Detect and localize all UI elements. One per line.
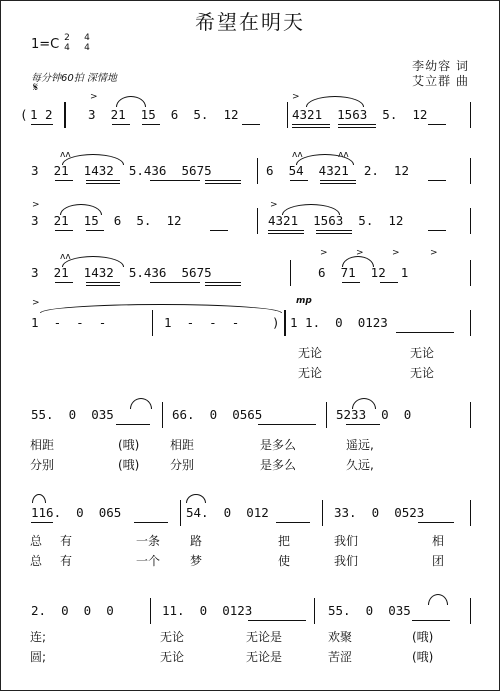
accent: > — [392, 248, 400, 258]
barline — [150, 598, 151, 624]
tempo-marking: 每分钟60拍 深情地 — [31, 73, 117, 84]
key-text: 1=C — [31, 37, 60, 52]
measure-8-3: 55. 0 035 — [328, 603, 411, 618]
lyric: 一条 — [136, 534, 161, 548]
song-title: 希望在明天 — [195, 10, 305, 34]
lyric: 我们 — [334, 534, 359, 548]
underline — [31, 124, 53, 125]
underline — [116, 424, 150, 425]
barline — [257, 208, 258, 234]
lyric: 团 — [432, 554, 445, 568]
measure-1-3: 4321 1563 5. 12 — [292, 107, 428, 122]
underline — [276, 522, 310, 523]
measure-6-3: 5233 0 0 — [336, 407, 412, 422]
barline — [470, 260, 471, 286]
lyric: 遥远, — [346, 438, 374, 452]
system-6 — [0, 404, 500, 472]
lyric: 无论 — [298, 366, 323, 380]
accent: > — [430, 248, 438, 258]
barline — [152, 310, 153, 336]
underline — [268, 230, 304, 231]
barline — [290, 260, 291, 286]
measure-1-1: 1 2 — [30, 107, 53, 122]
accent: > — [356, 248, 364, 258]
accent: > — [320, 248, 328, 258]
measure-4-2: 6 71 12 1 — [318, 265, 409, 280]
system-3 — [0, 200, 500, 258]
underline — [86, 285, 120, 286]
lyric: 久远, — [346, 458, 374, 472]
barline — [470, 102, 471, 128]
underline — [210, 230, 228, 231]
segno-icon: 𝄋 — [33, 80, 39, 94]
trill-mark: ʌʌ — [292, 150, 303, 160]
lyric: 是多么 — [260, 438, 297, 452]
system-1 — [0, 92, 500, 148]
underline — [55, 180, 73, 181]
lyric: 我们 — [334, 554, 359, 568]
system-7 — [0, 502, 500, 568]
lyric: 使 — [278, 554, 291, 568]
barline — [162, 402, 163, 428]
lyric: 无论 — [160, 650, 185, 664]
accent: > — [270, 200, 278, 210]
underline — [112, 124, 130, 125]
system-8 — [0, 600, 500, 664]
underline — [55, 282, 73, 283]
lyric: 无论 — [410, 346, 435, 360]
lyric: 梦 — [190, 554, 203, 568]
underline — [396, 332, 454, 333]
lyric: 一个 — [136, 554, 161, 568]
underline — [290, 180, 308, 181]
lyric: 有 — [60, 534, 73, 548]
measure-7-2: 54. 0 012 — [186, 505, 269, 520]
lyric: (哦) — [412, 650, 434, 664]
underline — [150, 282, 200, 283]
composer-credit: 艾立群 曲 — [412, 74, 469, 88]
lyricist-credit: 李幼容 词 — [412, 59, 469, 73]
lyric: 分别 — [170, 458, 195, 472]
barline — [64, 102, 66, 128]
underline — [316, 230, 352, 231]
lyric: 相距 — [30, 438, 55, 452]
lyric: 无论 — [410, 366, 435, 380]
measure-7-1: 116. 0 065 — [31, 505, 122, 520]
barline — [470, 500, 471, 526]
lyric: 总 — [30, 534, 43, 548]
underline — [428, 180, 446, 181]
underline — [338, 127, 376, 128]
underline — [268, 233, 304, 234]
measure-4-1: 3 21 1432 5.436 5675 — [31, 265, 212, 280]
trill-mark: ʌʌ — [60, 252, 71, 262]
underline — [205, 180, 241, 181]
repeat-open: ( — [20, 107, 28, 122]
underline — [86, 282, 120, 283]
lyric: 圆; — [30, 650, 47, 664]
lyric: 无论是 — [246, 630, 283, 644]
measure-5-1: 1 - - - — [31, 315, 107, 330]
underline — [320, 183, 356, 184]
underline — [428, 124, 446, 125]
lyric: 无论 — [160, 630, 185, 644]
barline — [470, 598, 471, 624]
underline — [86, 230, 104, 231]
underline — [31, 522, 53, 523]
time-signature-a: 2 4 — [64, 33, 70, 53]
lyric: 相距 — [170, 438, 195, 452]
system-4 — [0, 248, 500, 310]
measure-2-1: 3 21 1432 5.436 5675 — [31, 163, 212, 178]
underline — [150, 180, 200, 181]
lyric: 无论 — [298, 346, 323, 360]
underline — [248, 620, 306, 621]
measure-8-2: 11. 0 0123 — [162, 603, 253, 618]
measure-3-1: 3 21 15 6 5. 12 — [31, 213, 182, 228]
barline — [470, 402, 471, 428]
underline — [292, 127, 330, 128]
system-2 — [0, 150, 500, 208]
measure-5-2: 1 - - - — [164, 315, 240, 330]
underline — [205, 183, 241, 184]
lyric: (哦) — [118, 438, 140, 452]
underline — [418, 522, 454, 523]
measure-6-1: 55. 0 035 — [31, 407, 114, 422]
trill-mark: ʌʌ — [60, 150, 71, 160]
lyric: 有 — [60, 554, 73, 568]
underline — [338, 124, 376, 125]
lyric: 连; — [30, 630, 47, 644]
lyric: 欢聚 — [328, 630, 353, 644]
lyric: 分别 — [30, 458, 55, 472]
underline — [86, 183, 120, 184]
underline — [316, 233, 352, 234]
measure-7-3: 33. 0 0523 — [334, 505, 425, 520]
underline — [380, 282, 398, 283]
underline — [320, 180, 356, 181]
lyric: 无论是 — [246, 650, 283, 664]
dynamic-mark: mp — [296, 296, 312, 306]
barline — [322, 500, 323, 526]
barline — [287, 102, 288, 128]
key-signature — [31, 33, 90, 53]
barline — [470, 310, 471, 336]
measure-3-2: 4321 1563 5. 12 — [268, 213, 404, 228]
underline — [428, 230, 446, 231]
measure-1-2: 3 21 15 6 5. 12 — [88, 107, 239, 122]
barline — [314, 598, 315, 624]
lyric: (哦) — [118, 458, 140, 472]
underline — [134, 522, 168, 523]
barline — [257, 158, 258, 184]
lyric: 相 — [432, 534, 445, 548]
barline — [180, 500, 181, 526]
lyric: 苦涩 — [328, 650, 353, 664]
lyric: 总 — [30, 554, 43, 568]
lyric: 是多么 — [260, 458, 297, 472]
accent: > — [32, 298, 40, 308]
underline — [242, 124, 260, 125]
barline — [284, 310, 286, 336]
underline — [346, 424, 380, 425]
measure-8-1: 2. 0 0 0 — [31, 603, 114, 618]
accent: > — [32, 200, 40, 210]
underline — [258, 424, 316, 425]
measure-6-2: 66. 0 0565 — [172, 407, 263, 422]
barline — [326, 402, 327, 428]
underline — [55, 230, 73, 231]
trill-mark: ʌʌ — [338, 150, 349, 160]
barline — [470, 158, 471, 184]
underline — [142, 124, 160, 125]
underline — [342, 282, 360, 283]
accent: > — [292, 92, 300, 102]
lyric: 把 — [278, 534, 291, 548]
time-signature-b: 4 4 — [84, 33, 90, 53]
measure-5-3: 1 1. 0 0123 — [290, 315, 388, 330]
lyric: 路 — [190, 534, 203, 548]
lyric: (哦) — [412, 630, 434, 644]
accent: > — [90, 92, 98, 102]
measure-2-2: 6 54 4321 2. 12 — [266, 163, 409, 178]
system-5 — [0, 296, 500, 380]
barline — [470, 208, 471, 234]
underline — [205, 282, 241, 283]
underline — [292, 124, 330, 125]
underline — [412, 620, 450, 621]
underline — [205, 285, 241, 286]
underline — [86, 180, 120, 181]
repeat-close: ) — [272, 315, 280, 330]
